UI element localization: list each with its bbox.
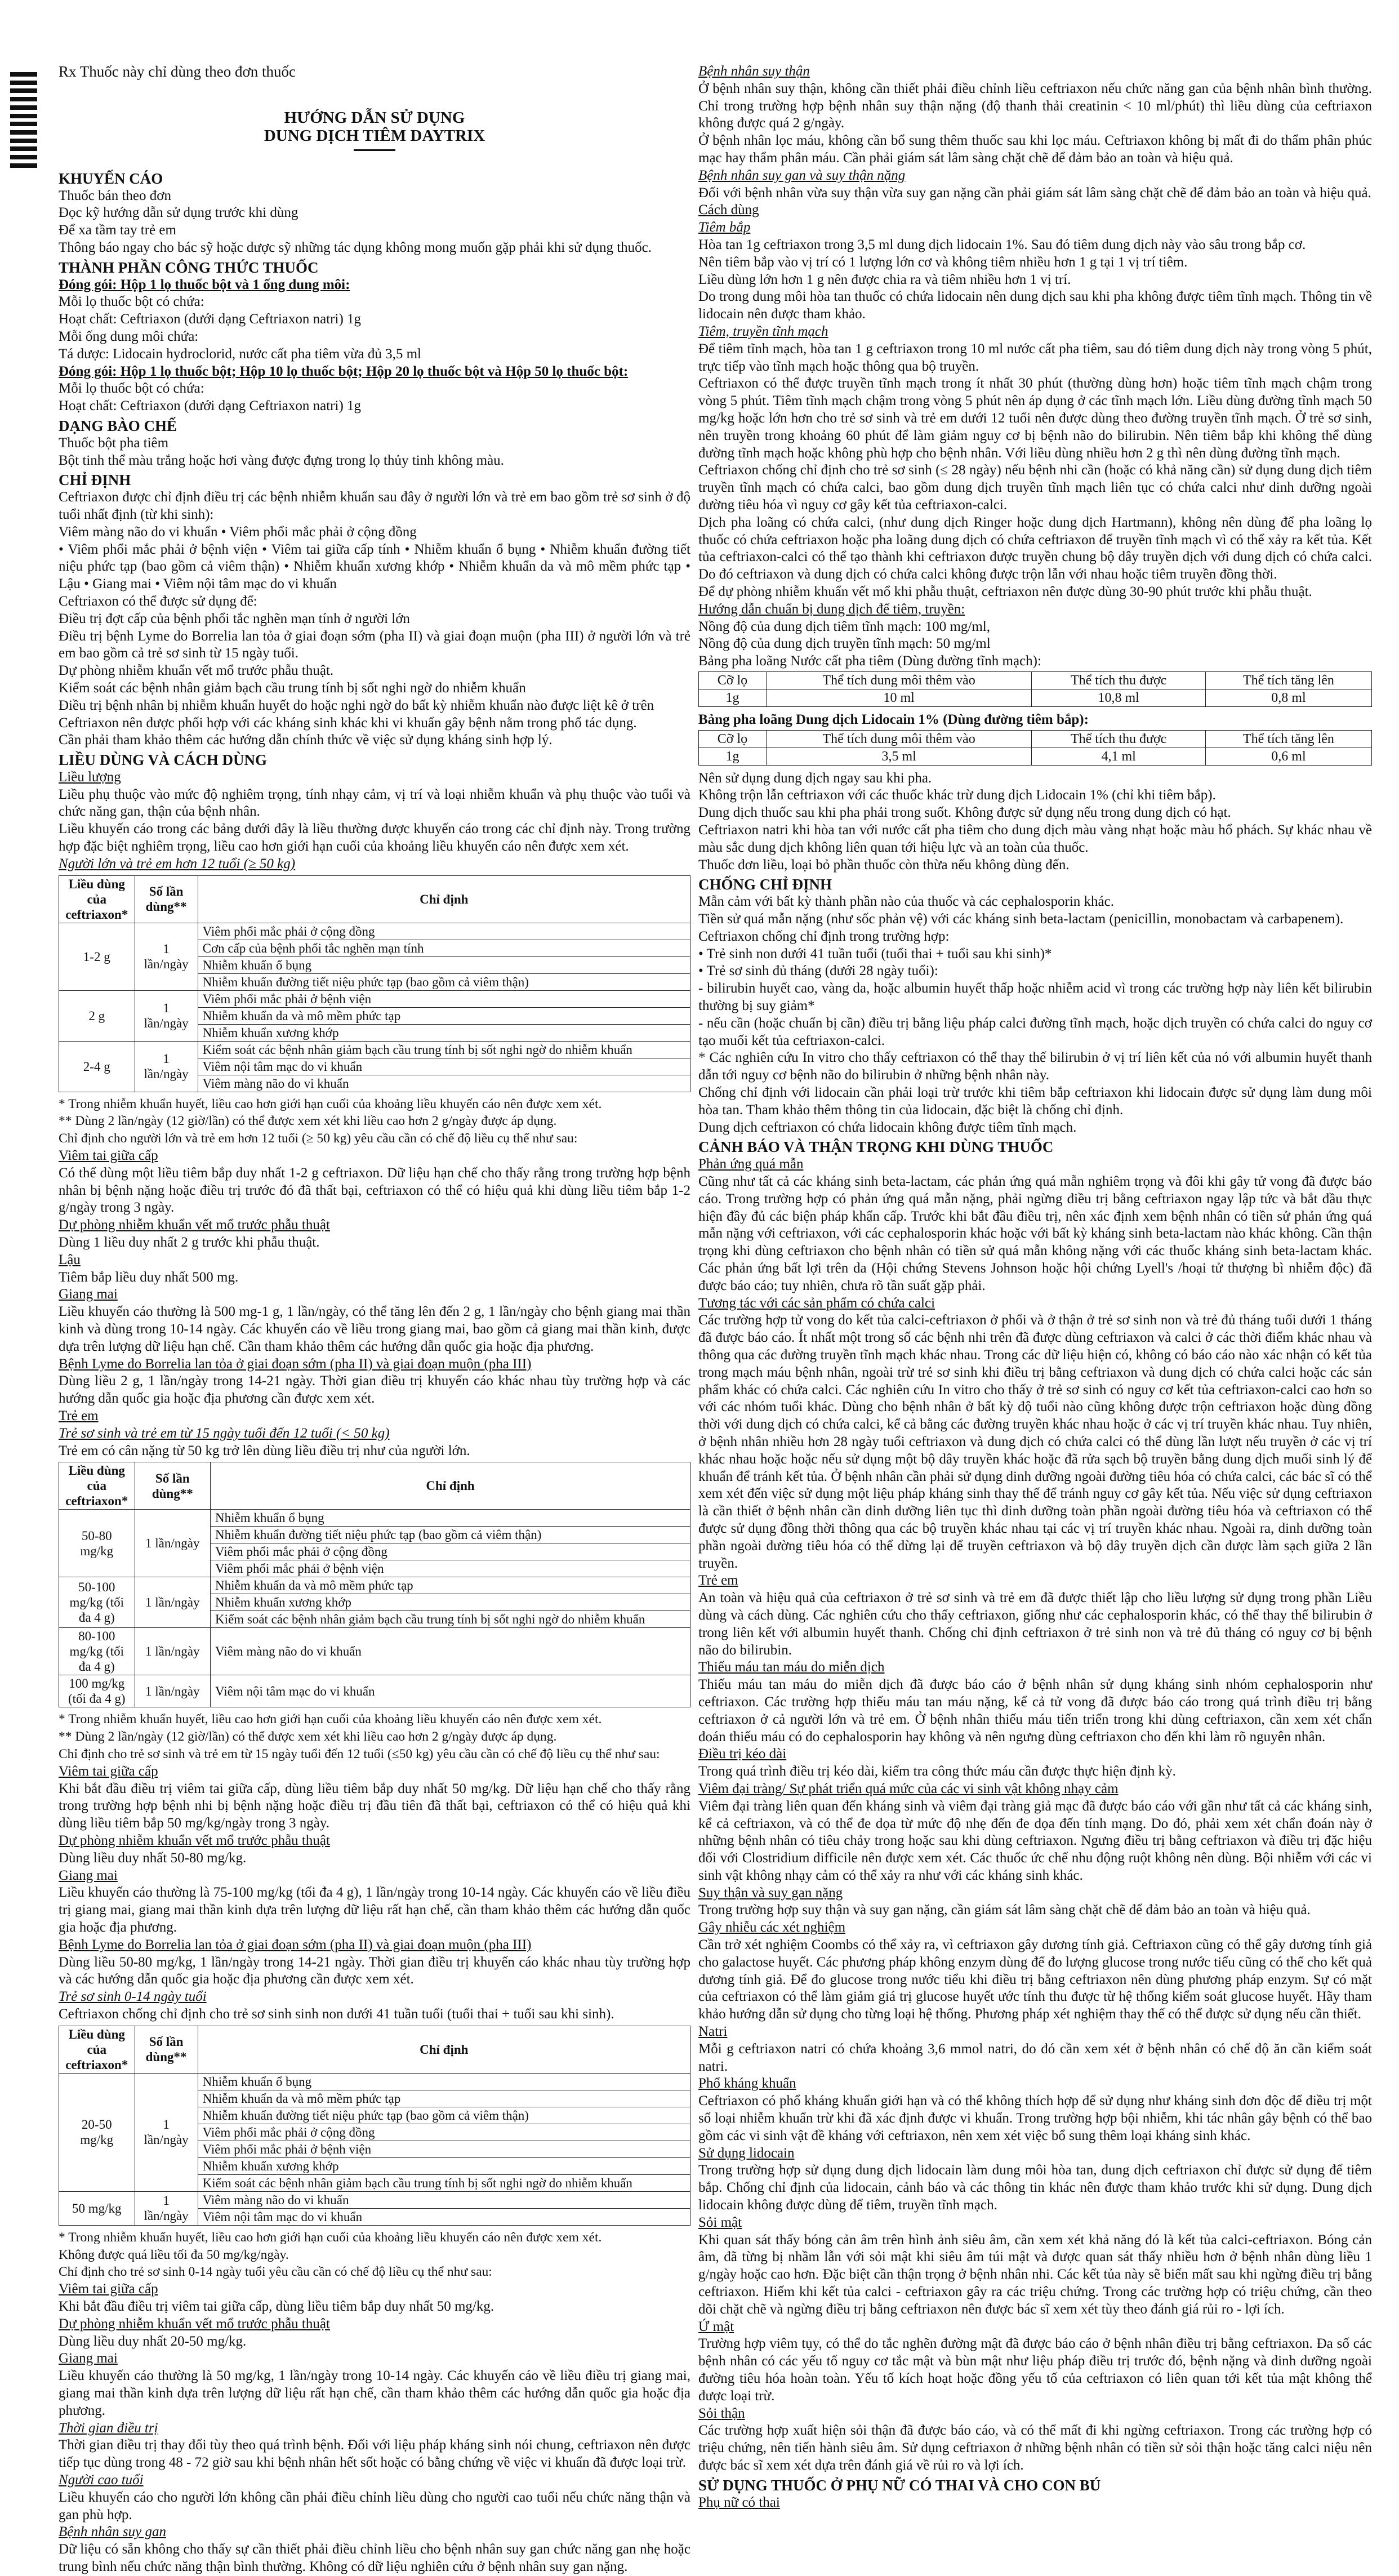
table-note: * Trong nhiễm khuẩn huyết, liều cao hơn giới hạn cuối của khoảng liều khuyến cáo nên được xem xét.: [59, 1712, 602, 1727]
table-note: Chỉ định cho trẻ sơ sinh và trẻ em từ 15 ngày tuổi đến 12 tuổi (≤50 kg) yêu cầu cần có chế độ liều cụ thể như sau:: [59, 1747, 660, 1761]
regimen-text: Liều khuyến cáo cho người lớn không cần phải điều chỉnh liều dùng cho người cao tuổi nếu chức năng thận và gan phù hợp.: [59, 2489, 690, 2522]
frequency-cell: 1 lần/ngày: [135, 2191, 198, 2225]
table-cell: 3,5 ml: [766, 748, 1031, 765]
composition-line: Hoạt chất: Ceftriaxon (dưới dạng Ceftriaxon natri) 1g: [59, 312, 362, 327]
dosage-form-heading: DẠNG BÀO CHẾ: [59, 417, 177, 434]
table-header: Chỉ định: [198, 875, 690, 923]
paragraph: Ceftriaxon có phổ kháng khuẩn giới hạn và có thể không thích hợp để sử dụng như kháng sinh đơn độc để điều trị một số loại nhiễm khuẩn trừ khi đã xác định được vi khuẩn. Trong trường hợp bội nhiễm, khi tác nhân gây bệnh có thể bao gồm các vi sinh vật đề kháng với ceftriaxon, nên xem xét việc bổ sung thêm loại kháng sinh khác.: [698, 2093, 1372, 2143]
doc-title-line1: HƯỚNG DẪN SỬ DỤNG: [284, 108, 465, 127]
indication-cell: Cơn cấp của bệnh phổi tắc nghẽn mạn tính: [198, 940, 690, 956]
paragraph: Khi quan sát thấy bóng cản âm trên hình ảnh siêu âm, cần xem xét khả năng đó là kết tủa calci-ceftriaxon. Bóng cản âm, đã từng bị nhầm lẫn với sỏi mật khi siêu âm túi mật và được quan sát thấy nhiều hơn ở bệnh nhân dùng liều 1 g/ngày hoặc cao hơn. Đặc biệt cần thận trọng ở bệnh nhân nhi. Các kết tủa này sẽ biến mất sau khi ngừng điều trị bằng ceftriaxon. Hiếm khi kết tủa calci - ceftriaxon gây ra các triệu chứng. Trong các trường hợp có triệu chứng, cần theo dõi chặt chẽ và ngừng điều trị bằng ceftriaxon nên được bác sĩ xem xét tùy theo đánh giá rủi ro - lợi ích.: [698, 2232, 1372, 2317]
regimen-text: Dùng 1 liều duy nhất 2 g trước khi phẫu thuật.: [59, 1235, 320, 1251]
paragraph: Nên tiêm bắp vào vị trí có 1 lượng lớn cơ và không tiêm nhiều hơn 1 g tại 1 vị trí tiêm.: [698, 254, 1188, 270]
table-header: Chỉ định: [198, 2026, 690, 2073]
regimen-heading: Bệnh nhân suy gan: [59, 2524, 166, 2540]
section-subheading: Phổ kháng khuẩn: [698, 2076, 796, 2092]
indication-line: Ceftriaxon nên được phối hợp với các kháng sinh khác khi vi khuẩn gây bệnh nằm trong phổ tác dụng.: [59, 715, 637, 731]
paragraph: Ở bệnh nhân suy thận, không cần thiết phải điều chỉnh liều ceftriaxon nếu chức năng gan của bệnh nhân bình thường. Chỉ trong trường hợp bệnh nhân suy thận nặng (độ thanh thải creatinin < 10 ml/phút) thì liều dùng của ceftriaxon không được quá 2 g/ngày.: [698, 81, 1372, 131]
table-note: ** Dùng 2 lần/ngày (12 giờ/lần) có thể được xem xét khi liều cao hơn 2 g/ngày được áp dụng.: [59, 1114, 557, 1129]
indication-cell: Viêm phổi mắc phải ở cộng đồng: [211, 1543, 690, 1560]
table-cell: 10 ml: [766, 689, 1031, 706]
paragraph: Thiếu máu tan máu do miễn dịch đã được báo cáo ở bệnh nhân sử dụng kháng sinh nhóm cephalosporin như ceftriaxon. Các trường hợp thiếu máu tan máu nặng, kể cả tử vong đã được báo cáo trong quá trình điều trị bằng ceftriaxon ở cả người lớn và trẻ em. Ở bệnh nhân thiếu máu tiến triển trong khi dùng ceftriaxon, cần xem xét chẩn đoán thiếu máu có do cephalosporin hay không và nên ngưng dùng ceftriaxon cho đến khi làm rõ nguyên nhân.: [698, 1677, 1372, 1745]
regimen-heading: Bệnh Lyme do Borrelia lan tỏa ở giai đoạn sớm (pha II) và giai đoạn muộn (pha III): [59, 1356, 532, 1372]
neonate-table-caption: Trẻ sơ sinh 0-14 ngày tuổi: [59, 1989, 207, 2005]
composition-line: Mỗi ống dung môi chứa:: [59, 328, 199, 344]
paragraph: Do trong dung môi hòa tan thuốc có chứa lidocain nên dung dịch sau khi pha không được tiêm tĩnh mạch. Thông tin về lidocain nên được tham khảo.: [698, 289, 1372, 322]
section-subheading: Bệnh nhân suy thận: [698, 64, 810, 79]
indication-cell: Nhiễm khuẩn đường tiết niệu phức tạp (bao gồm cả viêm thận): [198, 973, 690, 990]
indication-cell: Kiểm soát các bệnh nhân giảm bạch cầu trung tính bị sốt nghi ngờ do nhiễm khuẩn: [198, 1041, 690, 1058]
regimen-text: Tiêm bắp liều duy nhất 500 mg.: [59, 1269, 239, 1285]
paragraph: Để dự phòng nhiễm khuẩn vết mổ khi phẫu thuật, ceftriaxon nên được dùng 30-90 phút trước khi phẫu thuật.: [698, 584, 1312, 599]
regimen-heading: Dự phòng nhiễm khuẩn vết mổ trước phẫu thuật: [59, 1832, 330, 1848]
indication-line: Cần phải tham khảo thêm các hướng dẫn chính thức về việc sử dụng kháng sinh hợp lý.: [59, 732, 553, 748]
composition-line: Hoạt chất: Ceftriaxon (dưới dạng Ceftriaxon natri) 1g: [59, 398, 362, 414]
table-header: Liều dùng của ceftriaxon*: [59, 875, 135, 923]
dose-cell: 1-2 g: [59, 923, 135, 990]
regimen-text: Liều khuyến cáo thường là 500 mg-1 g, 1 lần/ngày, có thể tăng lên đến 2 g, 1 lần/ngày cho bệnh giang mai thần kinh và dùng trong 10-14 ngày. Các khuyến cáo về liều trong giang mai, bao gồm cả giang mai thần kinh, được dựa trên lượng dữ liệu hạn chế. Cần tham khảo thêm các hướng dẫn quốc gia hoặc địa phương.: [59, 1304, 690, 1354]
composition-heading: THÀNH PHẦN CÔNG THỨC THUỐC: [59, 259, 319, 276]
paragraph: * Các nghiên cứu In vitro cho thấy ceftriaxon có thể thay thế bilirubin ở vị trí liên kết của nó với albumin huyết thanh dẫn tới nguy cơ bệnh não do bilirubin ở những bệnh nhân này.: [698, 1050, 1372, 1083]
paragraph: Cũng như tất cả các kháng sinh beta-lactam, các phản ứng quá mẫn nghiêm trọng và đôi khi gây tử vong đã được báo cáo. Trong trường hợp có phản ứng quá mẫn nặng, phải ngừng điều trị bằng ceftriaxon ngay lập tức và bắt đầu thực hiện đầy đủ các biện pháp khẩn cấp. Trước khi bắt đầu điều trị, nên xác định xem bệnh nhân có tiền sử phản ứng quá mẫn nặng với ceftriaxon, với các cephalosporin khác hoặc với bất kỳ kháng sinh beta-lactam nào khác không. Cần thận trọng khi dùng ceftriaxon cho bệnh nhân có tiền sử quá mẫn không nặng với các thuốc kháng sinh beta-lactam khác. Các phản ứng bất lợi trên da (Hội chứng Stevens Johnson hoặc hội chứng Lyell's /hoại tử thượng bì nhiễm độc) đã được báo cáo; tuy nhiên, chưa rõ tần suất gặp phải.: [698, 1174, 1372, 1293]
paragraph: Các trường hợp tử vong do kết tủa calci-ceftriaxon ở phổi và ở thận ở trẻ sơ sinh non và trẻ đủ tháng tuổi dưới 1 tháng đã được báo cáo. Ít nhất một trong số các bệnh nhi trên đã được dùng ceftriaxon và calci ở các thời điểm khác nhau và thông qua các đường truyền tĩnh mạch khác nhau. Trong các dữ liệu hiện có, không có báo cáo nào xác nhận có kết tủa trong mạch máu bệnh nhân, ngoài trừ trẻ sơ sinh khi điều trị bằng ceftriaxon và dung dịch có chứa calci hoặc các sản phẩm khác có chứa calci. Các nghiên cứu In vitro cho thấy ở trẻ sơ sinh có nguy cơ kết tủa ceftriaxon-calci cao hơn so với các nhóm tuổi khác. Dùng cho bệnh nhân ở bất kỳ độ tuổi nào cũng không được trộn ceftriaxon hoặc dùng đồng thời với dung dịch có chứa calci, kể cả bằng các đường truyền khác nhau hoặc ở các vị trí truyền khác nhau. Tuy nhiên, ở bệnh nhân nhiều hơn 28 ngày tuổi ceftriaxon và dung dịch có chứa calci có thể dùng lần lượt nếu truyền ở các vị trí khác nhau hoặc hoặc nếu sử dụng một bộ dây truyền khác hoặc đã rửa sạch bộ truyền bằng dung dịch muối sinh lý để khuẩn để tránh kết tủa. Ở bệnh nhân cần phải sử dụng dinh dưỡng ngoài đường tiêu hóa có chứa calci, các bác sĩ có thể xem xét đến việc sử dụng một liệu pháp kháng sinh thay thế để tránh nguy cơ gây kết tủa. Nếu việc sử dụng ceftriaxon là cần thiết ở bệnh nhân cần dinh dưỡng liên tục thì dinh dưỡng toàn phần ngoài đường tiêu hóa và ceftriaxon có thể được sử dụng đồng thời thông qua các bộ truyền khác nhau tại các vị trí truyền khác nhau. Ngoài ra, dinh dưỡng toàn phần ngoài đường tiêu hóa có thể dừng lại để truyền ceftriaxon và bộ dây truyền dịch cần được làm sạch giữa 2 lần truyền.: [698, 1313, 1372, 1571]
barcode: [10, 72, 37, 168]
indication-line: Điều trị bệnh nhân bị nhiễm khuẩn huyết do hoặc nghi ngờ do bất kỳ nhiễm khuẩn nào được liệt kê ở trên: [59, 697, 654, 713]
paragraph: • Trẻ sinh non dưới 41 tuần tuổi (tuổi thai + tuổi sau khi sinh)*: [698, 946, 1052, 962]
indication-cell: Kiểm soát các bệnh nhân giảm bạch cầu trung tính bị sốt nghi ngờ do nhiễm khuẩn: [198, 2174, 690, 2191]
section-subheading: Ứ mật: [698, 2319, 734, 2334]
regimen-heading: Lậu: [59, 1252, 81, 1267]
regimen-heading: Giang mai: [59, 2351, 118, 2366]
indication-cell: Nhiễm khuẩn xương khớp: [211, 1594, 690, 1611]
indication-cell: Nhiễm khuẩn xương khớp: [198, 1024, 690, 1041]
paragraph: Không trộn lẫn ceftriaxon với các thuốc khác trừ dung dịch Lidocain 1% (chỉ khi tiêm bắp).: [698, 788, 1216, 803]
paragraph: Thuốc đơn liều, loại bỏ phần thuốc còn thừa nếu không dùng đến.: [698, 857, 1070, 873]
composition-line: Mỗi lọ thuốc bột có chứa:: [59, 381, 204, 397]
adult-dose-table: [59, 875, 690, 1092]
paragraph: Ceftriaxon chống chỉ định cho trẻ sơ sinh (≤ 28 ngày) nếu bệnh nhi cần (hoặc có khả năng cần) sử dụng dung dịch tiêm truyền tĩnh mạch có chứa calci, bao gồm dung dịch truyền tĩnh mạch liên tục có chứa calci như dinh dưỡng ngoài đường tiêu hóa vì nguy cơ gây kết tủa ceftriaxon-calci.: [698, 462, 1372, 513]
regimen-heading: Dự phòng nhiễm khuẩn vết mổ trước phẫu thuật: [59, 1217, 330, 1233]
indication-line: Điều trị bệnh Lyme do Borrelia lan tỏa ở giai đoạn sớm (pha II) và giai đoạn muộn (pha III) ở người lớn và trẻ em bao gồm cả trẻ sơ sinh từ 15 ngày tuổi.: [59, 628, 690, 661]
regimen-heading: Dự phòng nhiễm khuẩn vết mổ trước phẫu thuật: [59, 2316, 330, 2332]
table-note: Chỉ định cho người lớn và trẻ em hơn 12 tuổi (≥ 50 kg) yêu cầu cần có chế độ liều cụ thể như sau:: [59, 1131, 578, 1146]
table-header: Thể tích tăng lên: [1205, 671, 1371, 689]
im-dilution-table: [698, 730, 1372, 766]
table-note: * Trong nhiễm khuẩn huyết, liều cao hơn giới hạn cuối của khoảng liều khuyến cáo nên được xem xét.: [59, 1096, 602, 1111]
rx-notice: Rx Thuốc này chỉ dùng theo đơn thuốc: [59, 63, 296, 80]
warning-line: Đọc kỹ hướng dẫn sử dụng trước khi dùng: [59, 205, 298, 221]
paragraph: Trong trường hợp sử dụng dung dịch lidocain làm dung môi hòa tan, dung dịch ceftriaxon chỉ được sử dụng để tiêm bắp. Chống chỉ định của lidocain, cảnh báo và các thông tin khác nên được tham khảo trước khi sử dụng. Dung dịch lidocain không được dùng để tiêm, truyền tĩnh mạch.: [698, 2163, 1372, 2213]
neonate-intro: Ceftriaxon chống chỉ định cho trẻ sơ sinh sinh non dưới 41 tuần tuổi (tuổi thai + tuổi sau khi sinh).: [59, 2006, 614, 2022]
paragraph: Nồng độ của dung dịch tiêm tĩnh mạch: 100 mg/ml,: [698, 619, 990, 634]
contraindications-heading: CHỐNG CHỈ ĐỊNH: [698, 876, 832, 893]
section-subheading: Trẻ em: [698, 1573, 738, 1589]
indication-cell: Viêm màng não do vi khuẩn: [198, 2191, 690, 2208]
regimen-text: Có thể dùng một liều tiêm bắp duy nhất 1-2 g ceftriaxon. Dữ liệu hạn chế cho thấy rằng trong trường hợp bệnh nhân bị bệnh nặng hoặc điều trị trước đó đã thất bại, ceftriaxon có thể có hiệu quả khi dùng liều tiêm bắp 1-2 g/ngày trong 3 ngày.: [59, 1165, 690, 1216]
section-subheading: Sử dụng lidocain: [698, 2145, 795, 2161]
section-subheading: Phản ứng quá mẫn: [698, 1156, 804, 1172]
indication-line: Viêm màng não do vi khuẩn • Viêm phổi mắc phải ở cộng đồng: [59, 524, 417, 540]
regimen-text: Dùng liều 2 g, 1 lần/ngày trong 14-21 ngày. Thời gian điều trị khuyến cáo khác nhau tùy trường hợp và các hướng dẫn quốc gia hoặc địa phương cần được xem xét.: [59, 1373, 690, 1407]
section-subheading: Tiêm, truyền tĩnh mạch: [698, 323, 828, 339]
regimen-heading: Người cao tuổi: [59, 2472, 144, 2488]
indication-cell: Viêm nội tâm mạc do vi khuẩn: [211, 1675, 690, 1707]
regimen-heading: Giang mai: [59, 1867, 118, 1883]
indication-cell: Viêm phổi mắc phải ở cộng đồng: [198, 923, 690, 940]
composition-line: Mỗi lọ thuốc bột có chứa:: [59, 294, 204, 310]
indication-line: • Viêm phổi mắc phải ở bệnh viện • Viêm tai giữa cấp tính • Nhiễm khuẩn ổ bụng • Nhiễm khuẩn đường tiết niệu phức tạp (bao gồm cả viêm thận) • Nhiễm khuẩn xương khớp • Nhiễm khuẩn da và mô mềm phức tạp • Lậu • Giang mai • Viêm nội tâm mạc do vi khuẩn: [59, 541, 690, 592]
section-subheading: Natri: [698, 2024, 728, 2040]
table-header: Thể tích tăng lên: [1205, 730, 1371, 748]
paragraph: Viêm đại tràng liên quan đến kháng sinh và viêm đại tràng giả mạc đã được báo cáo với gần như tất cả các kháng sinh, kể cả ceftriaxon, và có thể đe dọa từ mức độ nhẹ đến đe dọa đến tính mạng. Do đó, phải xem xét chẩn đoán này ở những bệnh nhân có tiêu chảy trong hoặc sau khi dùng ceftriaxon. Ngưng điều trị bằng ceftriaxon và điều trị đặc hiệu đối với Clostridium difficile nên được xem xét. Các thuốc ức chế nhu động ruột không nên dùng. Bội nhiễm với các vi sinh vật không nhạy cảm có thể xảy ra như với các kháng sinh khác.: [698, 1798, 1372, 1883]
dosage-form-line: Thuốc bột pha tiêm: [59, 435, 169, 451]
indication-line: Ceftriaxon có thể được sử dụng để:: [59, 593, 257, 609]
section-subheading: Viêm đại tràng/ Sự phát triển quá mức của các vi sinh vật không nhạy cảm: [698, 1781, 1119, 1796]
indication-cell: Viêm nội tâm mạc do vi khuẩn: [198, 2208, 690, 2225]
frequency-cell: 1 lần/ngày: [135, 923, 198, 990]
paragraph: Để tiêm tĩnh mạch, hòa tan 1 g ceftriaxon trong 10 ml nước cất pha tiêm, sau đó tiêm dung dịch này trong vòng 5 phút, trực tiếp vào tĩnh mạch hoặc thông qua bộ truyền.: [698, 341, 1372, 374]
indication-cell: Viêm nội tâm mạc do vi khuẩn: [198, 1058, 690, 1075]
neonate-dose-table: [59, 2026, 690, 2226]
dosage-intro-line: Liều phụ thuộc vào mức độ nghiêm trọng, tính nhạy cảm, vị trí và loại nhiễm khuẩn và phụ thuộc vào tuổi và chức năng gan, thận của bệnh nhân.: [59, 786, 690, 820]
dosage-form-line: Bột tinh thể màu trắng hoặc hơi vàng được đựng trong lọ thủy tinh không màu.: [59, 452, 504, 468]
paragraph: Trong trường hợp suy thận và suy gan nặng, cần giám sát lâm sàng chặt chẽ để đảm bảo an toàn và hiệu quả.: [698, 1902, 1311, 1918]
section-subheading: Thiếu máu tan máu do miễn dịch: [698, 1660, 885, 1675]
pregnancy-subheading: Phụ nữ có thai: [698, 2494, 780, 2510]
table-header: Thể tích thu được: [1032, 671, 1206, 689]
section-subheading: Điều trị kéo dài: [698, 1746, 787, 1762]
indication-cell: Nhiễm khuẩn ổ bụng: [198, 956, 690, 973]
paragraph: - nếu cần (hoặc chuẩn bị cần) điều trị bằng liệu pháp calci đường tĩnh mạch, hoặc dịch truyền có chứa calci do nguy cơ tạo muối kết tủa ceftriaxon-calci.: [698, 1015, 1372, 1048]
warning-line: Thông báo ngay cho bác sỹ hoặc dược sỹ những tác dụng không mong muốn gặp phải khi sử dụng thuốc.: [59, 239, 652, 255]
regimen-text: Khi bắt đầu điều trị viêm tai giữa cấp, dùng liều tiêm bắp duy nhất 50 mg/kg.: [59, 2298, 494, 2314]
indication-line: Kiểm soát các bệnh nhân giảm bạch cầu trung tính bị sốt nghi ngờ do nhiễm khuẩn: [59, 680, 526, 696]
dose-cell: 2-4 g: [59, 1041, 135, 1092]
regimen-text: Dùng liều 50-80 mg/kg, 1 lần/ngày trong 14-21 ngày. Thời gian điều trị khuyến cáo khác nhau tùy trường hợp và các hướng dẫn quốc gia hoặc địa phương cần được xem xét.: [59, 1954, 690, 1987]
indication-cell: Viêm màng não do vi khuẩn: [211, 1628, 690, 1675]
table-header: Thể tích dung môi thêm vào: [766, 730, 1031, 748]
paragraph: Nên sử dụng dung dịch ngay sau khi pha.: [698, 770, 932, 786]
indication-cell: Nhiễm khuẩn ổ bụng: [211, 1510, 690, 1527]
section-subheading: Suy thận và suy gan nặng: [698, 1885, 843, 1901]
frequency-cell: 1 lần/ngày: [135, 1510, 211, 1577]
section-subheading: Gây nhiễu các xét nghiệm: [698, 1920, 846, 1936]
table-header: Cỡ lọ: [699, 730, 767, 748]
table-cell: 10,8 ml: [1032, 689, 1206, 706]
indication-cell: Viêm phổi mắc phải ở bệnh viện: [198, 2141, 690, 2157]
table-cell: 1g: [699, 748, 767, 765]
table-header: Số lần dùng**: [135, 875, 198, 923]
table-cell: 4,1 ml: [1032, 748, 1206, 765]
regimen-heading: Viêm tai giữa cấp: [59, 1148, 158, 1164]
table-header: Liều dùng của ceftriaxon*: [59, 1462, 135, 1510]
paragraph: • Trẻ sơ sinh đủ tháng (dưới 28 ngày tuổi):: [698, 963, 938, 979]
regimen-text: Dùng liều duy nhất 20-50 mg/kg.: [59, 2333, 247, 2349]
paragraph: Liều dùng lớn hơn 1 g nên được chia ra và tiêm nhiều hơn 1 vị trí.: [698, 272, 1071, 287]
composition-line: Đóng gói: Hộp 1 lọ thuốc bột và 1 ống dung môi:: [59, 277, 350, 292]
section-subheading: Tiêm bắp: [698, 220, 751, 235]
frequency-cell: 1 lần/ngày: [135, 1577, 211, 1628]
table-header: Liều dùng của ceftriaxon*: [59, 2026, 135, 2073]
table-header: Cỡ lọ: [699, 671, 767, 689]
paragraph: Dung dịch thuốc sau khi pha phải trong suốt. Không được sử dụng nếu trong dung dịch có hạt.: [698, 805, 1231, 821]
paragraph: Nồng độ của dung dịch truyền tĩnh mạch: 50 mg/ml: [698, 636, 991, 652]
iv-dilution-table: [698, 671, 1372, 707]
indication-cell: Viêm phổi mắc phải ở bệnh viện: [198, 990, 690, 1007]
frequency-cell: 1 lần/ngày: [135, 990, 198, 1041]
warning-line: Thuốc bán theo đơn: [59, 188, 171, 203]
doc-title-line2: DUNG DỊCH TIÊM DAYTRIX: [264, 126, 485, 145]
paragraph: Hòa tan 1g ceftriaxon trong 3,5 ml dung dịch lidocain 1%. Sau đó tiêm dung dịch này vào sâu trong bắp cơ.: [698, 237, 1306, 252]
frequency-cell: 1 lần/ngày: [135, 1628, 211, 1675]
table-header: Chỉ định: [211, 1462, 690, 1510]
children-intro: Trẻ em có cân nặng từ 50 kg trở lên dùng liều điều trị như của người lớn.: [59, 1443, 470, 1458]
composition-line: Tá dược: Lidocain hydroclorid, nước cất pha tiêm vừa đủ 3,5 ml: [59, 346, 421, 362]
regimen-text: Liều khuyến cáo thường là 75-100 mg/kg (tối đa 4 g), 1 lần/ngày trong 10-14 ngày. Các khuyến cáo về liều điều trị giang mai, giang mai thần kinh dựa trên lượng dữ liệu rất hạn chế, cần tham khảo thêm các hướng dẫn quốc gia hoặc địa phương.: [59, 1885, 690, 1935]
dose-cell: 20-50 mg/kg: [59, 2073, 135, 2191]
regimen-heading: Viêm tai giữa cấp: [59, 2281, 158, 2297]
table-note: ** Dùng 2 lần/ngày (12 giờ/lần) có thể được xem xét khi liều cao hơn 2 g/ngày được áp dụng.: [59, 1729, 557, 1745]
table-header: Thể tích thu được: [1032, 730, 1206, 748]
indication-cell: Nhiễm khuẩn da và mô mềm phức tạp: [198, 2090, 690, 2107]
table-cell: 0,6 ml: [1205, 748, 1371, 765]
dosage-heading: LIỀU DÙNG VÀ CÁCH DÙNG: [59, 751, 268, 769]
paragraph: Ở bệnh nhân lọc máu, không cần bổ sung thêm thuốc sau khi lọc máu. Ceftriaxon không bị mất đi do thẩm phân phúc mạc hay thẩm phân máu. Cần phải giám sát lâm sàng chặt chẽ để đảm bảo an toàn và hiệu quả.: [698, 133, 1372, 166]
paragraph: Ceftriaxon chống chỉ định trong trường hợp:: [698, 928, 950, 944]
table-caption: Bảng pha loãng Dung dịch Lidocain 1% (Dùng đường tiêm bắp):: [698, 711, 1089, 727]
warning-line: Để xa tầm tay trẻ em: [59, 223, 176, 238]
left-column: [59, 63, 690, 2576]
regimen-heading: Bệnh Lyme do Borrelia lan tỏa ở giai đoạn sớm (pha II) và giai đoạn muộn (pha III): [59, 1937, 532, 1952]
indication-cell: Nhiễm khuẩn đường tiết niệu phức tạp (bao gồm cả viêm thận): [198, 2107, 690, 2124]
indication-cell: Nhiễm khuẩn đường tiết niệu phức tạp (bao gồm cả viêm thận): [211, 1527, 690, 1543]
paragraph: Cần trở xét nghiệm Coombs có thể xảy ra, vì ceftriaxon gây dương tính giả. Ceftriaxon cũng có thể gây dương tính giả cho galactose huyết. Các phương pháp không enzym dùng để đo lượng glucose trong nước tiểu cũng có thể cho kết quả dương tính giả. Để đo glucose trong nước tiểu khi điều trị bằng ceftriaxon nên dùng phương pháp enzym. Sự có mặt của ceftriaxon có thể làm giảm giá trị glucose huyết ước tính thu được từ hệ thống kiểm soát glucose huyết. Hãy tham khảo hướng dẫn sử dụng cho từng loại hệ thống. Phương pháp xét nghiệm thay thế có thể được sử dụng nếu cần thiết.: [698, 1937, 1372, 2022]
regimen-heading: Thời gian điều trị: [59, 2420, 158, 2436]
section-subheading: Sỏi thận: [698, 2405, 745, 2421]
warnings-heading: CẢNH BÁO VÀ THẬN TRỌNG KHI DÙNG THUỐC: [698, 1138, 1054, 1156]
dosage-subheading: Liều lượng: [59, 769, 121, 785]
right-column: [698, 63, 1372, 2511]
dose-cell: 100 mg/kg (tối đa 4 g): [59, 1675, 135, 1707]
indication-cell: Nhiễm khuẩn da và mô mềm phức tạp: [198, 1007, 690, 1024]
table-header: Số lần dùng**: [135, 1462, 211, 1510]
children-table-caption: Trẻ sơ sinh và trẻ em từ 15 ngày tuổi đến 12 tuổi (< 50 kg): [59, 1425, 390, 1441]
dose-cell: 50-100 mg/kg (tối đa 4 g): [59, 1577, 135, 1628]
warning-heading: KHUYẾN CÁO: [59, 170, 163, 187]
paragraph: Ceftriaxon có thể được truyền tĩnh mạch trong ít nhất 30 phút (thường dùng hơn) hoặc tiêm tĩnh mạch chậm trong vòng 5 phút. Tiêm tĩnh mạch chậm trong vòng 5 phút nên áp dụng ở các tĩnh mạch lớn. Liều dùng đường tĩnh mạch 50 mg/kg hoặc lớn hơn cho trẻ sơ sinh và trẻ em dưới 12 tuổi nên được dùng theo đường truyền tĩnh mạch. Ở trẻ sơ sinh, nên truyền trong khoảng 60 phút để làm giảm nguy cơ bị bệnh não do bilirubin. Nên tiêm bắp khi không thể dùng đường tĩnh mạch hoặc không phù hợp cho bệnh nhân. Với liều dùng nhiều hơn 2 g thì nên dùng đường tĩnh mạch.: [698, 376, 1372, 461]
section-subheading: Sỏi mật: [698, 2214, 742, 2230]
regimen-text: Dữ liệu có sẵn không cho thấy sự cần thiết phải điều chỉnh liều cho bệnh nhân suy gan chức năng gan nhẹ hoặc trung bình nếu chức năng thận bình thường. Không có dữ liệu nghiên cứu ở bệnh nhân suy gan nặng.: [59, 2542, 690, 2574]
table-header: Thể tích dung môi thêm vào: [766, 671, 1031, 689]
indication-cell: Kiểm soát các bệnh nhân giảm bạch cầu trung tính bị sốt nghi ngờ do nhiễm khuẩn: [211, 1611, 690, 1628]
paragraph: Ceftriaxon natri khi hòa tan với nước cất pha tiêm cho dung dịch màu vàng nhạt hoặc màu hổ phách. Sự khác nhau về màu sắc dung dịch không liên quan tới hiệu lực và an toàn của thuốc.: [698, 822, 1372, 855]
regimen-text: Dùng liều duy nhất 50-80 mg/kg.: [59, 1850, 247, 1866]
title-underline: [354, 149, 395, 151]
preparation-heading: Hướng dẫn chuẩn bị dung dịch để tiêm, truyền:: [698, 601, 965, 617]
indication-cell: Viêm phổi mắc phải ở cộng đồng: [198, 2124, 690, 2141]
paragraph: Tiền sử quá mẫn nặng (như sốc phản vệ) với các kháng sinh beta-lactam (penicillin, monobactam và carbapenem).: [698, 911, 1344, 927]
table-caption: Bảng pha loãng Nước cất pha tiêm (Dùng đường tĩnh mạch):: [698, 653, 1041, 669]
table-note: Chỉ định cho trẻ sơ sinh 0-14 ngày tuổi yêu cầu cần có chế độ liều cụ thể như sau:: [59, 2264, 492, 2280]
regimen-heading: Giang mai: [59, 1287, 118, 1302]
paragraph: Các trường hợp xuất hiện sỏi thận đã được báo cáo, và có thể mất đi khi ngừng ceftriaxon. Trong các trường hợp có triệu chứng, nên tiến hành siêu âm. Sử dụng ceftriaxon ở những bệnh nhân có tiền sử sỏi thận hoặc tăng calci niệu nên được bác sĩ xem xét dựa trên đánh giá về rủi ro và lợi ích.: [698, 2423, 1372, 2473]
indication-line: Dự phòng nhiễm khuẩn vết mổ trước phẫu thuật.: [59, 663, 334, 679]
table-header: Số lần dùng**: [135, 2026, 198, 2073]
indication-cell: Nhiễm khuẩn da và mô mềm phức tạp: [211, 1577, 690, 1594]
paragraph: Mẫn cảm với bất kỳ thành phần nào của thuốc và các cephalosporin khác.: [698, 894, 1114, 910]
paragraph: Dịch pha loãng có chứa calci, (như dung dịch Ringer hoặc dung dịch Hartmann), không nên dùng để pha loãng lọ thuốc có chứa ceftriaxon hoặc pha loãng dung dịch có chứa ceftriaxon để truyền tĩnh mạch vì có thể xảy ra kết tủa. Kết tủa ceftriaxon-calci có thể tạo thành khi ceftriaxon được truyền chung bộ dây truyền dịch với dung dịch có chứa calci. Do đó ceftriaxon và dung dịch có chứa calci không được trộn lẫn với nhau hoặc tiêm truyền đồng thời.: [698, 514, 1372, 582]
paragraph: Chống chỉ định với lidocain cần phải loại trừ trước khi tiêm bắp ceftriaxon khi lidocain được sử dụng làm dung môi hòa tan. Tham khảo thêm thông tin của lidocain, đặc biệt là chống chỉ định.: [698, 1085, 1372, 1118]
section-subheading: Bệnh nhân suy gan và suy thận nặng: [698, 167, 906, 183]
dosage-intro-line: Liều khuyến cáo trong các bảng dưới đây là liều thường được khuyến cáo trong các chỉ định này. Trong trường hợp đặc biệt nghiêm trọng, liều cao hơn giới hạn cuối của khoảng liều khuyến cáo nên được xem xét.: [59, 821, 690, 855]
children-heading: Trẻ em: [59, 1408, 99, 1424]
indication-cell: Viêm màng não do vi khuẩn: [198, 1075, 690, 1092]
composition-line: Đóng gói: Hộp 1 lọ thuốc bột; Hộp 10 lọ thuốc bột; Hộp 20 lọ thuốc bột và Hộp 50 lọ thuốc bột:: [59, 363, 629, 379]
dose-cell: 2 g: [59, 990, 135, 1041]
pregnancy-heading: SỬ DỤNG THUỐC Ở PHỤ NỮ CÓ THAI VÀ CHO CON BÚ: [698, 2476, 1101, 2494]
section-subheading: Tương tác với các sản phẩm có chứa calci: [698, 1295, 935, 1311]
frequency-cell: 1 lần/ngày: [135, 1041, 198, 1092]
regimen-text: Khi bắt đầu điều trị viêm tai giữa cấp, dùng liều tiêm bắp duy nhất 50 mg/kg. Dữ liệu hạn chế cho thấy rằng trong trường hợp bệnh nhi bị bệnh nặng hoặc điều trị đầu tiên đã thất bại, ceftriaxon có thể có hiệu quả khi dùng liều tiêm bắp 50 mg/kg/ngày trong 3 ngày.: [59, 1781, 690, 1831]
paragraph: Đối với bệnh nhân vừa suy thận vừa suy gan nặng cần phải giám sát lâm sàng chặt chẽ để đảm bảo an toàn và hiệu quả.: [698, 185, 1371, 201]
indication-cell: Nhiễm khuẩn ổ bụng: [198, 2073, 690, 2090]
indication-line: Ceftriaxon được chỉ định điều trị các bệnh nhiễm khuẩn sau đây ở người lớn và trẻ em bao gồm trẻ sơ sinh ở độ tuổi nhất định (từ khi sinh):: [59, 490, 690, 522]
regimen-text: Liều khuyến cáo thường là 50 mg/kg, 1 lần/ngày trong 10-14 ngày. Các khuyến cáo về liều điều trị giang mai, giang mai thần kinh dựa trên lượng dữ liệu rất hạn chế, cần tham khảo thêm các hướng dẫn quốc gia hoặc địa phương.: [59, 2368, 690, 2418]
table-cell: 1g: [699, 689, 767, 706]
paragraph: Trường hợp viêm tụy, có thể do tắc nghẽn đường mật đã được báo cáo ở bệnh nhân điều trị bằng ceftriaxon. Đa số các bệnh nhân có các yếu tố nguy cơ tắc mật và bùn mật như liệu pháp điều trị trước đó, bệnh nặng và dinh dưỡng ngoài đường tiêu hóa hoàn toàn. Yếu tố kích hoạt hoặc đồng yếu tố của ceftriaxon có liên quan tới kết tủa mật không thể được loại trừ.: [698, 2336, 1372, 2404]
adult-table-caption: Người lớn và trẻ em hơn 12 tuổi (≥ 50 kg): [59, 856, 296, 871]
dose-cell: 50-80 mg/kg: [59, 1510, 135, 1577]
paragraph: An toàn và hiệu quả của ceftriaxon ở trẻ sơ sinh và trẻ em đã được thiết lập cho liều lượng sử dụng trong phần Liều dùng và cách dùng. Các nghiên cứu cho thấy ceftriaxon, giống như các cephalosporin khác, có thể thay thế bilirubin ở trong liên kết với albumin huyết thanh. Chống chỉ định ceftriaxon ở trẻ sinh non và trẻ đủ tháng có nguy cơ bị bệnh não do bilirubin.: [698, 1590, 1372, 1658]
paragraph: - bilirubin huyết cao, vàng da, hoặc albumin huyết thấp hoặc nhiễm acid vì trong các trường hợp này liên kết bilirubin thường bị suy giảm*: [698, 981, 1372, 1014]
children-dose-table: [59, 1462, 690, 1707]
table-note: * Trong nhiễm khuẩn huyết, liều cao hơn giới hạn cuối của khoảng liều khuyến cáo nên được xem xét.: [59, 2230, 602, 2245]
regimen-heading: Viêm tai giữa cấp: [59, 1763, 158, 1779]
paragraph: Mỗi g ceftriaxon natri có chứa khoảng 3,6 mmol natri, do đó cần xem xét ở bệnh nhân có chế độ ăn cần kiểm soát natri.: [698, 2041, 1372, 2074]
table-cell: 0,8 ml: [1205, 689, 1371, 706]
table-note: Không được quá liều tối đa 50 mg/kg/ngày.: [59, 2247, 289, 2262]
indication-cell: Viêm phổi mắc phải ở bệnh viện: [211, 1560, 690, 1577]
frequency-cell: 1 lần/ngày: [135, 1675, 211, 1707]
dose-cell: 50 mg/kg: [59, 2191, 135, 2225]
administration-heading: Cách dùng: [698, 202, 759, 218]
regimen-text: Thời gian điều trị thay đổi tùy theo quá trình bệnh. Đối với liệu pháp kháng sinh nói chung, ceftriaxon nên được tiếp tục dùng trong 48 - 72 giờ sau khi bệnh nhân hết sốt hoặc có bằng chứng về việc vi khuẩn đã được loại trừ.: [59, 2437, 690, 2471]
indications-heading: CHỈ ĐỊNH: [59, 471, 131, 489]
paragraph: Trong quá trình điều trị kéo dài, kiểm tra công thức máu cần được thực hiện định kỳ.: [698, 1764, 1176, 1779]
indication-line: Điều trị đợt cấp của bệnh phổi tắc nghẽn mạn tính ở người lớn: [59, 611, 410, 626]
paragraph: Dung dịch ceftriaxon có chứa lidocain không được tiêm tĩnh mạch.: [698, 1119, 1077, 1135]
dose-cell: 80-100 mg/kg (tối đa 4 g): [59, 1628, 135, 1675]
frequency-cell: 1 lần/ngày: [135, 2073, 198, 2191]
indication-cell: Nhiễm khuẩn xương khớp: [198, 2157, 690, 2174]
